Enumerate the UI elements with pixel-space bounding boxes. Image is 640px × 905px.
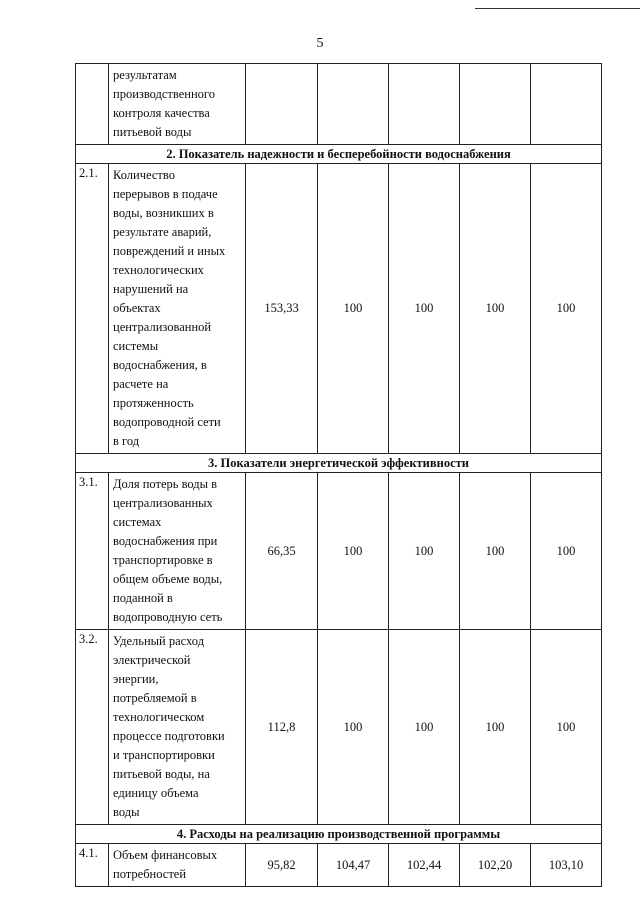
value-cell [531, 64, 602, 145]
description-line: потребляемой в [113, 691, 197, 705]
indicator-description [109, 64, 246, 145]
description-line: системы [113, 339, 159, 353]
value-cell: 100 [531, 164, 602, 454]
value-cell: 95,82 [246, 844, 318, 887]
section-header-row [76, 145, 602, 164]
table-row [76, 64, 602, 145]
section-title: 3. Показатели энергетической эффективности [76, 454, 602, 473]
description-line: потребностей [113, 867, 187, 881]
table-row [76, 164, 602, 454]
value-cell [318, 64, 389, 145]
description-line: воды [113, 805, 140, 819]
row-number: 3.2. [76, 630, 109, 825]
description-line: протяженность [113, 396, 194, 410]
description-line: перерывов в подаче [113, 187, 218, 201]
description-line: повреждений и иных [113, 244, 226, 258]
row-number: 4.1. [76, 844, 109, 887]
description-line: процессе подготовки [113, 729, 225, 743]
value-cell [389, 64, 460, 145]
indicator-description [109, 473, 246, 630]
value-cell: 102,20 [460, 844, 531, 887]
table-row [76, 630, 602, 825]
value-cell: 100 [531, 473, 602, 630]
description-line: электрической [113, 653, 191, 667]
section-title: 4. Расходы на реализацию производственной программы [76, 825, 602, 844]
table-row [76, 473, 602, 630]
description-line: технологическом [113, 710, 205, 724]
value-cell: 100 [460, 630, 531, 825]
value-cell: 102,44 [389, 844, 460, 887]
value-cell: 100 [389, 473, 460, 630]
value-cell: 104,47 [318, 844, 389, 887]
description-line: Удельный расход [113, 634, 205, 648]
value-cell [460, 64, 531, 145]
value-cell: 100 [318, 473, 389, 630]
description-line: централизованных [113, 496, 213, 510]
indicators-table [75, 63, 602, 887]
description-line: транспортировке в [113, 553, 213, 567]
description-line: технологических [113, 263, 204, 277]
description-line: и транспортировки [113, 748, 215, 762]
page-number: 5 [316, 36, 324, 51]
row-number: 2.1. [76, 164, 109, 454]
description-line: питьевой воды, на [113, 767, 210, 781]
description-line: водопроводной сети [113, 415, 221, 429]
description-line: производственного [113, 87, 215, 101]
table-row [76, 844, 602, 887]
description-line: нарушений на [113, 282, 189, 296]
value-cell: 100 [389, 164, 460, 454]
description-line: результате аварий, [113, 225, 212, 239]
description-line: расчете на [113, 377, 169, 391]
description-line: водопроводную сеть [113, 610, 223, 624]
description-line: системах [113, 515, 162, 529]
top-rule [475, 8, 640, 9]
row-number [76, 64, 109, 145]
description-line: питьевой воды [113, 125, 192, 139]
value-cell: 66,35 [246, 473, 318, 630]
section-title: 2. Показатель надежности и бесперебойности водоснабжения [76, 145, 602, 164]
description-line: единицу объема [113, 786, 199, 800]
description-line: поданной в [113, 591, 173, 605]
indicator-description [109, 630, 246, 825]
value-cell: 100 [460, 473, 531, 630]
description-line: Количество [113, 168, 175, 182]
value-cell: 153,33 [246, 164, 318, 454]
indicator-description [109, 164, 246, 454]
description-line: воды, возникших в [113, 206, 214, 220]
value-cell: 100 [531, 630, 602, 825]
section-header-row [76, 454, 602, 473]
value-cell [246, 64, 318, 145]
value-cell: 100 [460, 164, 531, 454]
description-line: результатам [113, 68, 177, 82]
section-header-row [76, 825, 602, 844]
row-number: 3.1. [76, 473, 109, 630]
description-line: в год [113, 434, 140, 448]
description-line: водоснабжения при [113, 534, 218, 548]
value-cell: 103,10 [531, 844, 602, 887]
description-line: энергии, [113, 672, 159, 686]
value-cell: 112,8 [246, 630, 318, 825]
value-cell: 100 [389, 630, 460, 825]
description-line: общем объеме воды, [113, 572, 223, 586]
description-line: централизованной [113, 320, 212, 334]
description-line: Доля потерь воды в [113, 477, 218, 491]
description-line: Объем финансовых [113, 848, 218, 862]
value-cell: 100 [318, 164, 389, 454]
description-line: водоснабжения, в [113, 358, 207, 372]
value-cell: 100 [318, 630, 389, 825]
description-line: контроля качества [113, 106, 210, 120]
indicator-description [109, 844, 246, 887]
description-line: объектах [113, 301, 161, 315]
